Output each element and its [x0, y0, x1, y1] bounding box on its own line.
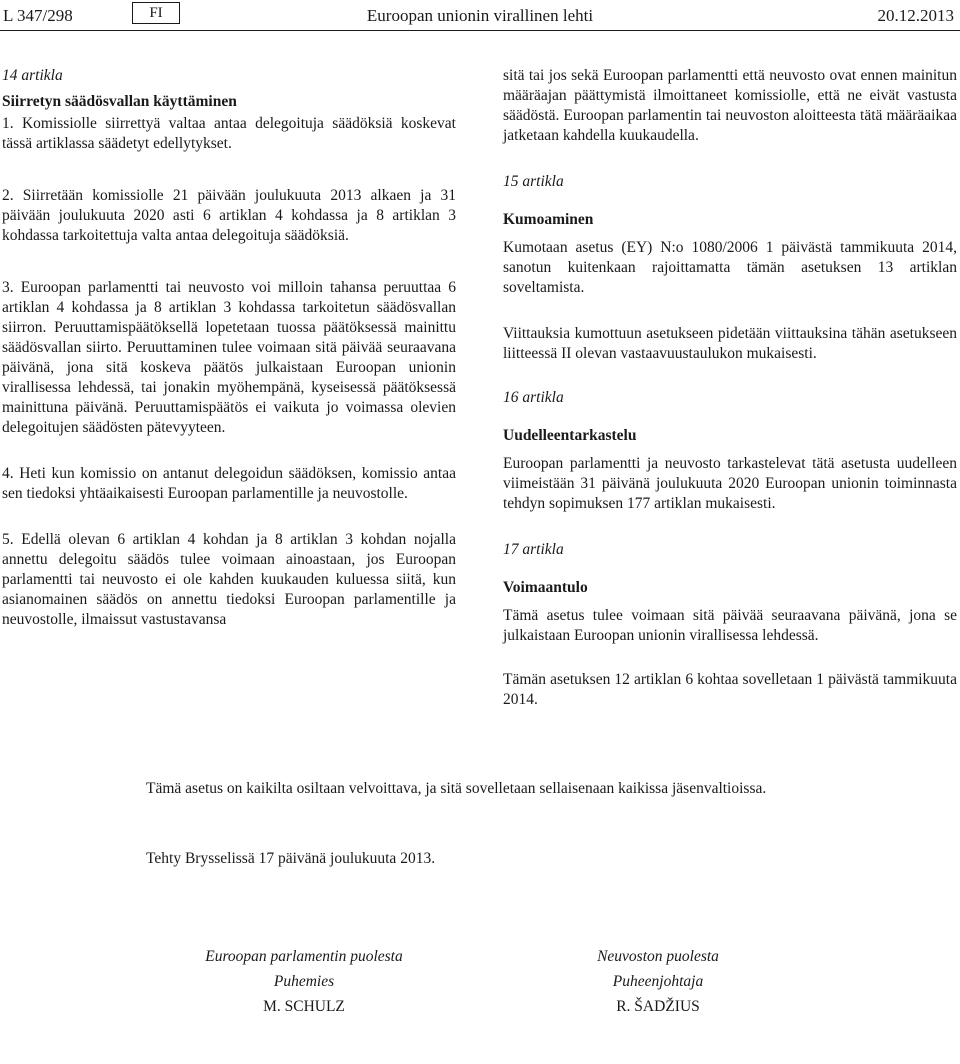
council-role: Puheenjohtaja: [612, 973, 704, 990]
article-16-paragraph-1: Euroopan parlamentti ja neuvosto tarkastelevat tätä asetusta uudelleen viimeistään 31 päivänä joulukuuta 2020 Euroopan unionin toiminnasta tehdyn sopimuksen 177 artiklan mukaisesti.: [503, 455, 957, 512]
header-rule: [0, 30, 960, 31]
signature-council: [528, 944, 788, 1019]
article-14-paragraph-5-continued: sitä tai jos sekä Euroopan parlamentti että neuvosto ovat ennen mainitun määräajan päättymistä ilmoittaneet komissiolle, että ne eivät vastusta säädöstä. Euroopan parlamentin tai neuvoston aloitteesta tätä määräaikaa jatketaan kahdella kuukaudella.: [503, 67, 957, 144]
article-14-paragraph-1: 1. Komissiolle siirrettyä valtaa antaa delegoituja säädöksiä koskevat tässä artiklassa säädetyt edellytykset.: [2, 115, 456, 152]
article-17-paragraph-1: Tämä asetus tulee voimaan sitä päivää seuraavana päivänä, jona se julkaistaan Euroopan unionin virallisessa lehdessä.: [503, 607, 957, 644]
article-16-label: 16 artikla: [503, 389, 564, 406]
left-column: [2, 66, 456, 630]
done-at-clause: Tehty Brysselissä 17 päivänä joulukuuta 2013.: [146, 850, 436, 867]
article-14-paragraph-2: 2. Siirretään komissiolle 21 päivään joulukuuta 2013 alkaen ja 31 päivään joulukuuta 2020 asti 6 artiklan 4 kohdassa ja 8 artiklan 3 kohdassa tarkoitettuja valta antaa delegoituja säädöksiä.: [2, 187, 456, 244]
article-15-paragraph-2: Viittauksia kumottuun asetukseen pidetään viittauksina tähän asetukseen liitteessä II olevan vastaavuustaulukon mukaisesti.: [503, 325, 957, 362]
article-17-title: Voimaantulo: [503, 579, 588, 596]
article-15-paragraph-1: Kumotaan asetus (EY) N:o 1080/2006 1 päivästä tammikuuta 2014, sanotun kuitenkaan rajoittamatta tämän asetuksen 13 artiklan soveltamista.: [503, 239, 957, 296]
publication-date: 20.12.2013: [877, 6, 954, 25]
article-17-paragraph-2: Tämän asetuksen 12 artiklan 6 kohtaa sovelletaan 1 päivästä tammikuuta 2014.: [503, 671, 957, 708]
journal-title: Euroopan unionin virallinen lehti: [366, 6, 594, 25]
right-column: [503, 66, 957, 710]
article-15-title: Kumoaminen: [503, 211, 594, 228]
page-header: [0, 0, 960, 30]
council-signatory-name: R. ŠADŽIUS: [616, 998, 700, 1015]
article-14-paragraph-3: 3. Euroopan parlamentti tai neuvosto voi milloin tahansa peruuttaa 6 artiklan 4 kohdassa ja 8 artiklan 3 kohdassa tarkoitetun säädösvallan siirron. Peruuttamispäätöksellä lopetetaan tuossa päätöksessä mainittu säädösvallan siirto. Peruuttaminen tulee voimaan sitä päivää seuraavana päivänä, jona sitä koskeva päätös julkaistaan Euroopan unionin virallisessa lehdessä, tai jonakin myöhempänä, kyseisessä päätöksessä mainittuna päivänä. Peruuttamispäätös ei vaikuta jo voimassa olevien delegoitujen säädösten pätevyyteen.: [2, 279, 456, 436]
article-14-label: 14 artikla: [2, 67, 63, 84]
closing-formula: [146, 778, 826, 870]
article-14-paragraph-5: 5. Edellä olevan 6 artiklan 4 kohdan ja 8 artiklan 3 kohdan nojalla annettu delegoitu säädös tulee voimaan ainoastaan, jos Euroopan parlamentti tai neuvosto ei ole kahden kuukauden kuluessa siitä, kun asianomainen säädös on annettu tiedoksi Euroopan parlamentille ja neuvostolle, ilmaissut vastustavansa: [2, 531, 456, 628]
article-15-label: 15 artikla: [503, 173, 564, 190]
ep-role: Puhemies: [273, 973, 335, 990]
article-16-title: Uudelleentarkastelu: [503, 427, 637, 444]
binding-clause: Tämä asetus on kaikilta osiltaan velvoittava, ja sitä sovelletaan sellaisenaan kaikissa jäsenvaltioissa.: [146, 780, 767, 797]
ep-signatory-name: M. SCHULZ: [263, 998, 345, 1015]
page-reference: L 347/298: [3, 6, 73, 25]
language-code-badge: FI: [132, 2, 180, 24]
signature-european-parliament: [174, 944, 434, 1019]
article-14-title: Siirretyn säädösvallan käyttäminen: [2, 93, 237, 110]
ep-on-behalf: Euroopan parlamentin puolesta: [205, 948, 403, 965]
article-14-paragraph-4: 4. Heti kun komissio on antanut delegoidun säädöksen, komissio antaa sen tiedoksi yhtäaikaisesti Euroopan parlamentille ja neuvostolle.: [2, 465, 456, 502]
article-17-label: 17 artikla: [503, 541, 564, 558]
council-on-behalf: Neuvoston puolesta: [597, 948, 719, 965]
